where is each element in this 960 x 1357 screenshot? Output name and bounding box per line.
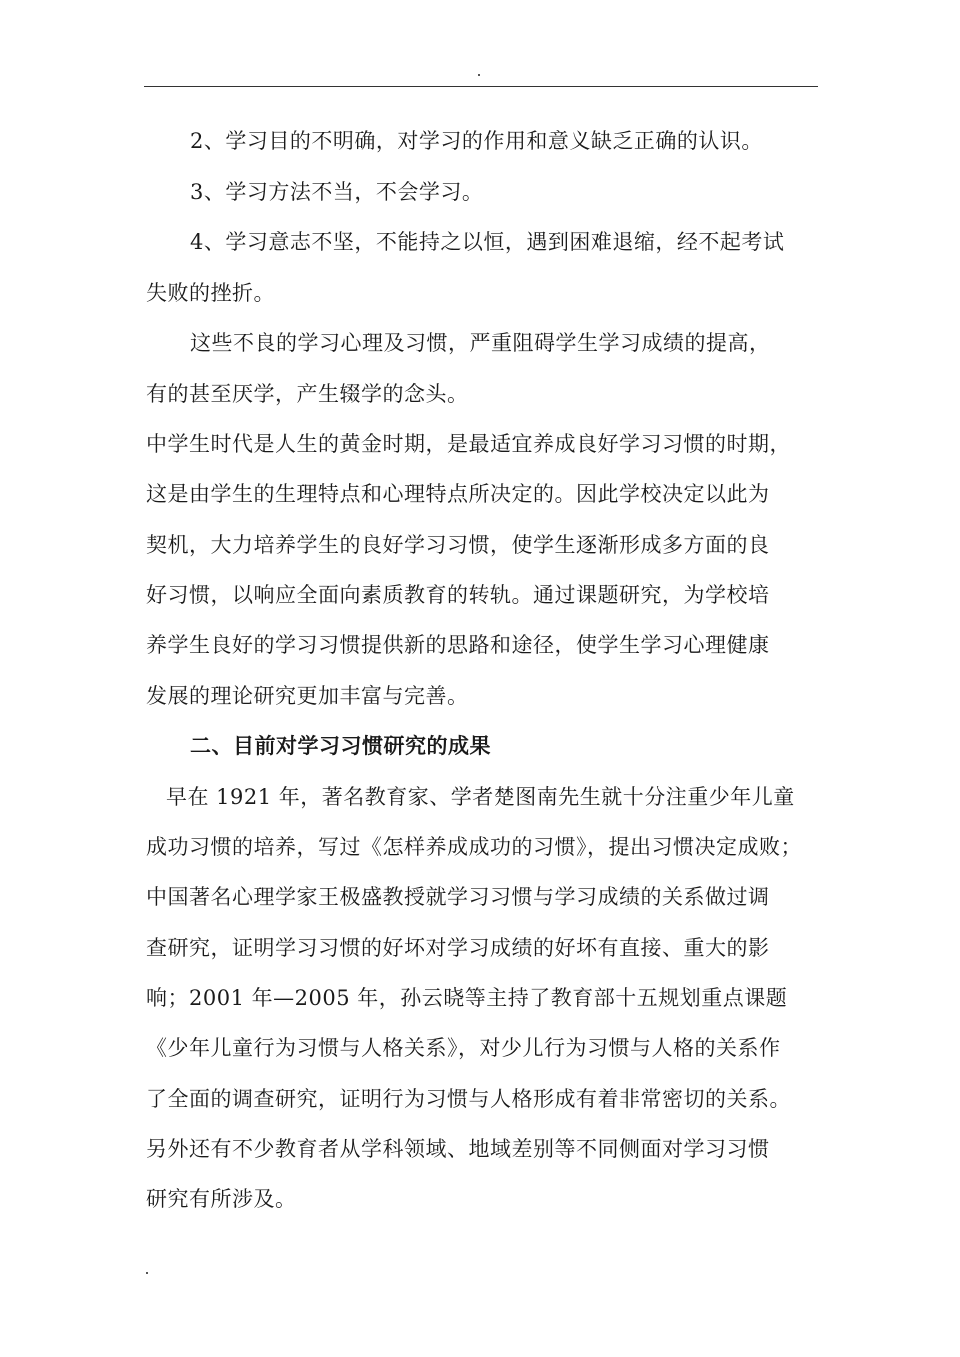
header-mark: [478, 74, 480, 76]
paragraph-line: 中学生时代是人生的黄金时期，是最适宜养成良好学习习惯的时期，: [146, 432, 791, 456]
paragraph-line: 成功习惯的培养，写过《怎样养成成功的习惯》，提出习惯决定成败；: [146, 835, 802, 859]
paragraph-line: 另外还有不少教育者从学科领域、地域差别等不同侧面对学习习惯: [146, 1137, 770, 1161]
paragraph-line: 了全面的调查研究，证明行为习惯与人格形成有着非常密切的关系。: [146, 1087, 791, 1111]
paragraph-line: 有的甚至厌学，产生辍学的念头。: [146, 382, 469, 406]
paragraph-line: 响；2001 年—2005 年，孙云晓等主持了教育部十五规划重点课题: [146, 986, 788, 1010]
list-item-3: 3、学习方法不当，不会学习。: [190, 180, 484, 204]
list-item-4: 4、学习意志不坚，不能持之以恒，遇到困难退缩，经不起考试: [190, 230, 785, 254]
list-item-4-cont: 失败的挫折。: [146, 281, 275, 305]
paragraph-line: 中国著名心理学家王极盛教授就学习习惯与学习成绩的关系做过调: [146, 885, 770, 909]
section-heading: 二、目前对学习习惯研究的成果: [190, 733, 491, 758]
footer-mark: [146, 1272, 148, 1274]
paragraph-line: 好习惯，以响应全面向素质教育的转轨。通过课题研究，为学校培: [146, 583, 770, 607]
paragraph-line: 《少年儿童行为习惯与人格关系》，对少儿行为习惯与人格的关系作: [146, 1036, 781, 1060]
paragraph-line: 早在 1921 年，著名教育家、学者楚图南先生就十分注重少年儿童: [166, 785, 795, 809]
paragraph-line: 这是由学生的生理特点和心理特点所决定的。因此学校决定以此为: [146, 482, 770, 506]
paragraph-line: 养学生良好的学习习惯提供新的思路和途径，使学生学习心理健康: [146, 633, 770, 657]
paragraph-line: 研究有所涉及。: [146, 1187, 297, 1211]
paragraph-line: 契机，大力培养学生的良好学习习惯，使学生逐渐形成多方面的良: [146, 533, 770, 557]
paragraph-line: 这些不良的学习心理及习惯，严重阻碍学生学习成绩的提高，: [190, 331, 771, 355]
header-rule: [144, 86, 818, 87]
list-item-2: 2、学习目的不明确，对学习的作用和意义缺乏正确的认识。: [190, 129, 763, 153]
paragraph-line: 查研究，证明学习习惯的好坏对学习成绩的好坏有直接、重大的影: [146, 936, 770, 960]
paragraph-line: 发展的理论研究更加丰富与完善。: [146, 684, 469, 708]
